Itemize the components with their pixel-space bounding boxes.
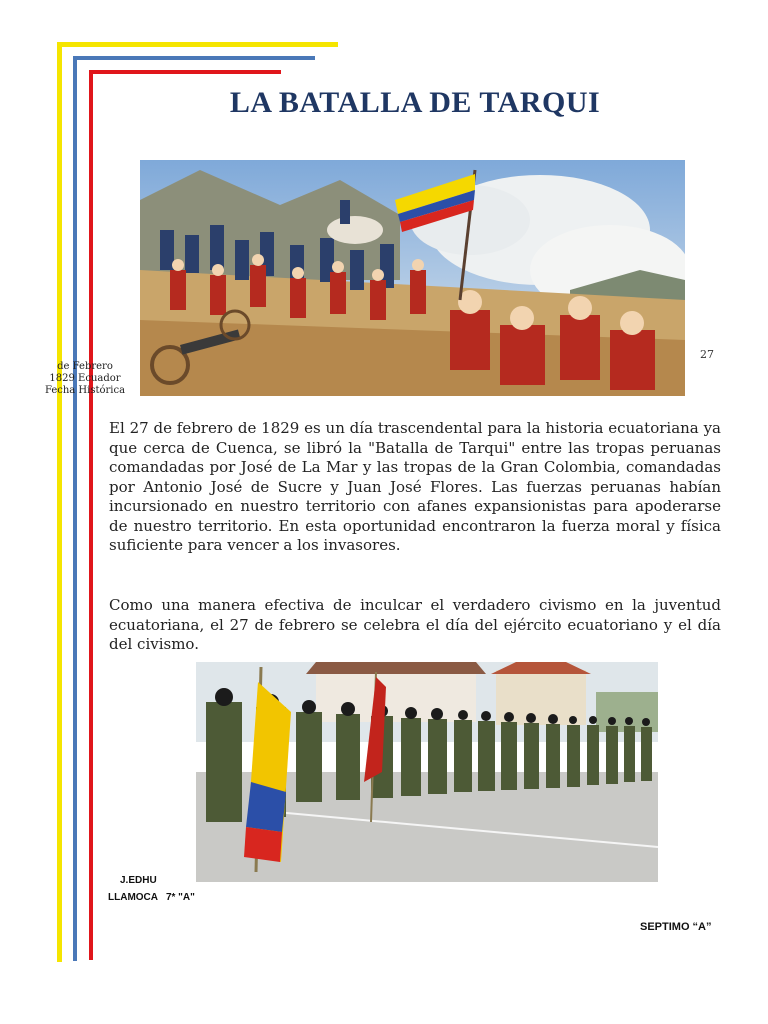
paragraph-history: El 27 de febrero de 1829 es un día trascendental para la historia ecuatoriana ya que cerca de Cuenca, se libró la "Batalla de Tarqui" entre las tropas peruanas comandadas por José de La Mar y las tropas de la Gran Colombia, comandadas por Antonio José de Sucre y Juan José Flores. Las fuerzas peruanas habían incursionado en nuestro territorio con afanes expansionistas para apoderarse de nuestro territorio. En esta oportunidad encontraron la fuerza moral y física suficiente para vencer a los invasores. bbox=[109, 419, 721, 554]
caption-line-2: 1829 Ecuador bbox=[49, 373, 121, 384]
red-border-line-top bbox=[89, 70, 281, 74]
caption-line-3: Fecha Histórica bbox=[44, 385, 126, 396]
blue-border-line bbox=[73, 56, 77, 961]
caption-line-1: de Febrero bbox=[57, 361, 113, 372]
page-title: LA BATALLA DE TARQUI bbox=[229, 86, 601, 119]
military-parade-image bbox=[196, 662, 658, 882]
blue-border-line-top bbox=[73, 56, 315, 60]
grade-footer: SEPTIMO “A” bbox=[640, 921, 712, 933]
yellow-border-line-top bbox=[57, 42, 338, 47]
battle-painting-image bbox=[140, 160, 685, 396]
author-name: J.EDHU bbox=[120, 875, 157, 886]
paragraph-civics: Como una manera efectiva de inculcar el verdadero civismo en la juventud ecuatoriana, el 27 de febrero se celebra el día del ejército ecuatoriano y el día del civismo. bbox=[109, 596, 721, 653]
caption-number: 27 bbox=[700, 348, 714, 361]
image-caption bbox=[30, 361, 140, 397]
yellow-border-line bbox=[57, 42, 62, 962]
author-surname-grade: LLAMOCA 7* "A" bbox=[108, 892, 195, 903]
red-border-line bbox=[89, 70, 93, 960]
